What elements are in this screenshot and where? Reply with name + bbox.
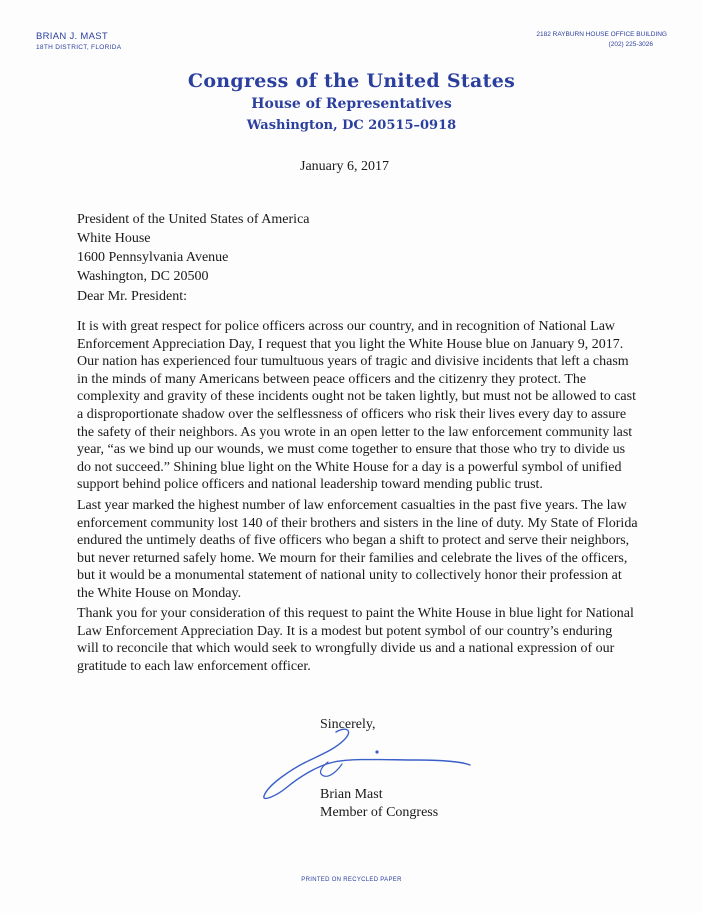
recipient-line: President of the United States of America [77, 212, 310, 227]
office-address: 2182 RAYBURN HOUSE OFFICE BUILDING [536, 31, 667, 38]
paragraph-line: the White House on Monday. [77, 585, 242, 601]
paragraph-line: Our nation has experienced four tumultuous years of tragic and divisive incidents that left a chasm [77, 354, 629, 370]
paragraph-line: Thank you for your consideration of this request to paint the White House in blue light for National [77, 606, 634, 621]
paragraph-line: Enforcement Appreciation Day, I request that you light the White House blue on January 9, 2017. [77, 336, 624, 352]
paragraph-line: a disproportionate shadow over the selflessness of officers who risk their lives every day to assure [77, 406, 627, 422]
paragraph-line: endured the untimely deaths of five officers who began a shift to protect and serve their neighbors, [77, 533, 630, 549]
signer-name: Brian Mast [320, 787, 383, 802]
closing: Sincerely, [320, 717, 376, 732]
member-name: BRIAN J. MAST [36, 31, 108, 42]
recipient-line: Washington, DC 20500 [77, 269, 209, 284]
body-paragraph-1 [77, 318, 637, 494]
recycled-paper-note: PRINTED ON RECYCLED PAPER [301, 877, 402, 883]
body-paragraph-3 [77, 605, 637, 675]
paragraph-line: gratitude to each law enforcement officer. [77, 658, 311, 674]
paragraph-line: support behind police officers and national leadership toward mending public trust. [77, 477, 543, 493]
paragraph-line: enforcement community lost 140 of their brothers and sisters in the line of duty. My State of Florida [77, 515, 638, 531]
recipient-address [77, 210, 310, 286]
masthead-house: House of Representatives [251, 96, 452, 112]
masthead-congress: Congress of the United States [187, 70, 516, 92]
recipient-line: White House [77, 231, 151, 246]
member-district: 18TH DISTRICT, FLORIDA [36, 44, 122, 51]
paragraph-line: but never returned safely home. We mourn for their families and celebrate the lives of the officers, [77, 550, 628, 566]
body-paragraph-2 [77, 497, 637, 603]
paragraph-line: will to reconcile that which would seek to wrongfully divide us and a national expression of our [77, 641, 615, 657]
paragraph-line: but it would be a monumental statement of national unity to collectively honor their profession at [77, 568, 622, 584]
paragraph-line: It is with great respect for police officers across our country, and in recognition of National Law [77, 319, 616, 334]
paragraph-line: year, “as we bind up our wounds, we must come together to ensure that those who try to divide us [77, 442, 626, 458]
recipient-line: 1600 Pennsylvania Avenue [77, 250, 229, 265]
paragraph-line: Last year marked the highest number of law enforcement casualties in the past five years. The law [77, 498, 627, 513]
salutation: Dear Mr. President: [77, 289, 188, 304]
masthead-city: Washington, DC 20515–0918 [246, 118, 457, 133]
paragraph-line: do not succeed.” Shining blue light on the White House for a day is a powerful symbol of unified [77, 459, 622, 475]
paragraph-line: Law Enforcement Appreciation Day. It is a modest but potent symbol of our country’s enduring [77, 623, 613, 639]
paragraph-line: in the minds of many Americans between peace officers and the citizenry they protect. The [77, 371, 587, 387]
signer-block [320, 786, 438, 822]
paragraph-line: complexity and gravity of these incidents ought not be taken lightly, but must not be allowed to cast [77, 389, 636, 405]
letter-date: January 6, 2017 [300, 159, 390, 174]
office-phone: (202) 225-3026 [608, 41, 653, 48]
signer-title: Member of Congress [320, 805, 439, 820]
paragraph-line: the safety of their neighbors. As you wrote in an open letter to the law enforcement community last [77, 424, 633, 440]
